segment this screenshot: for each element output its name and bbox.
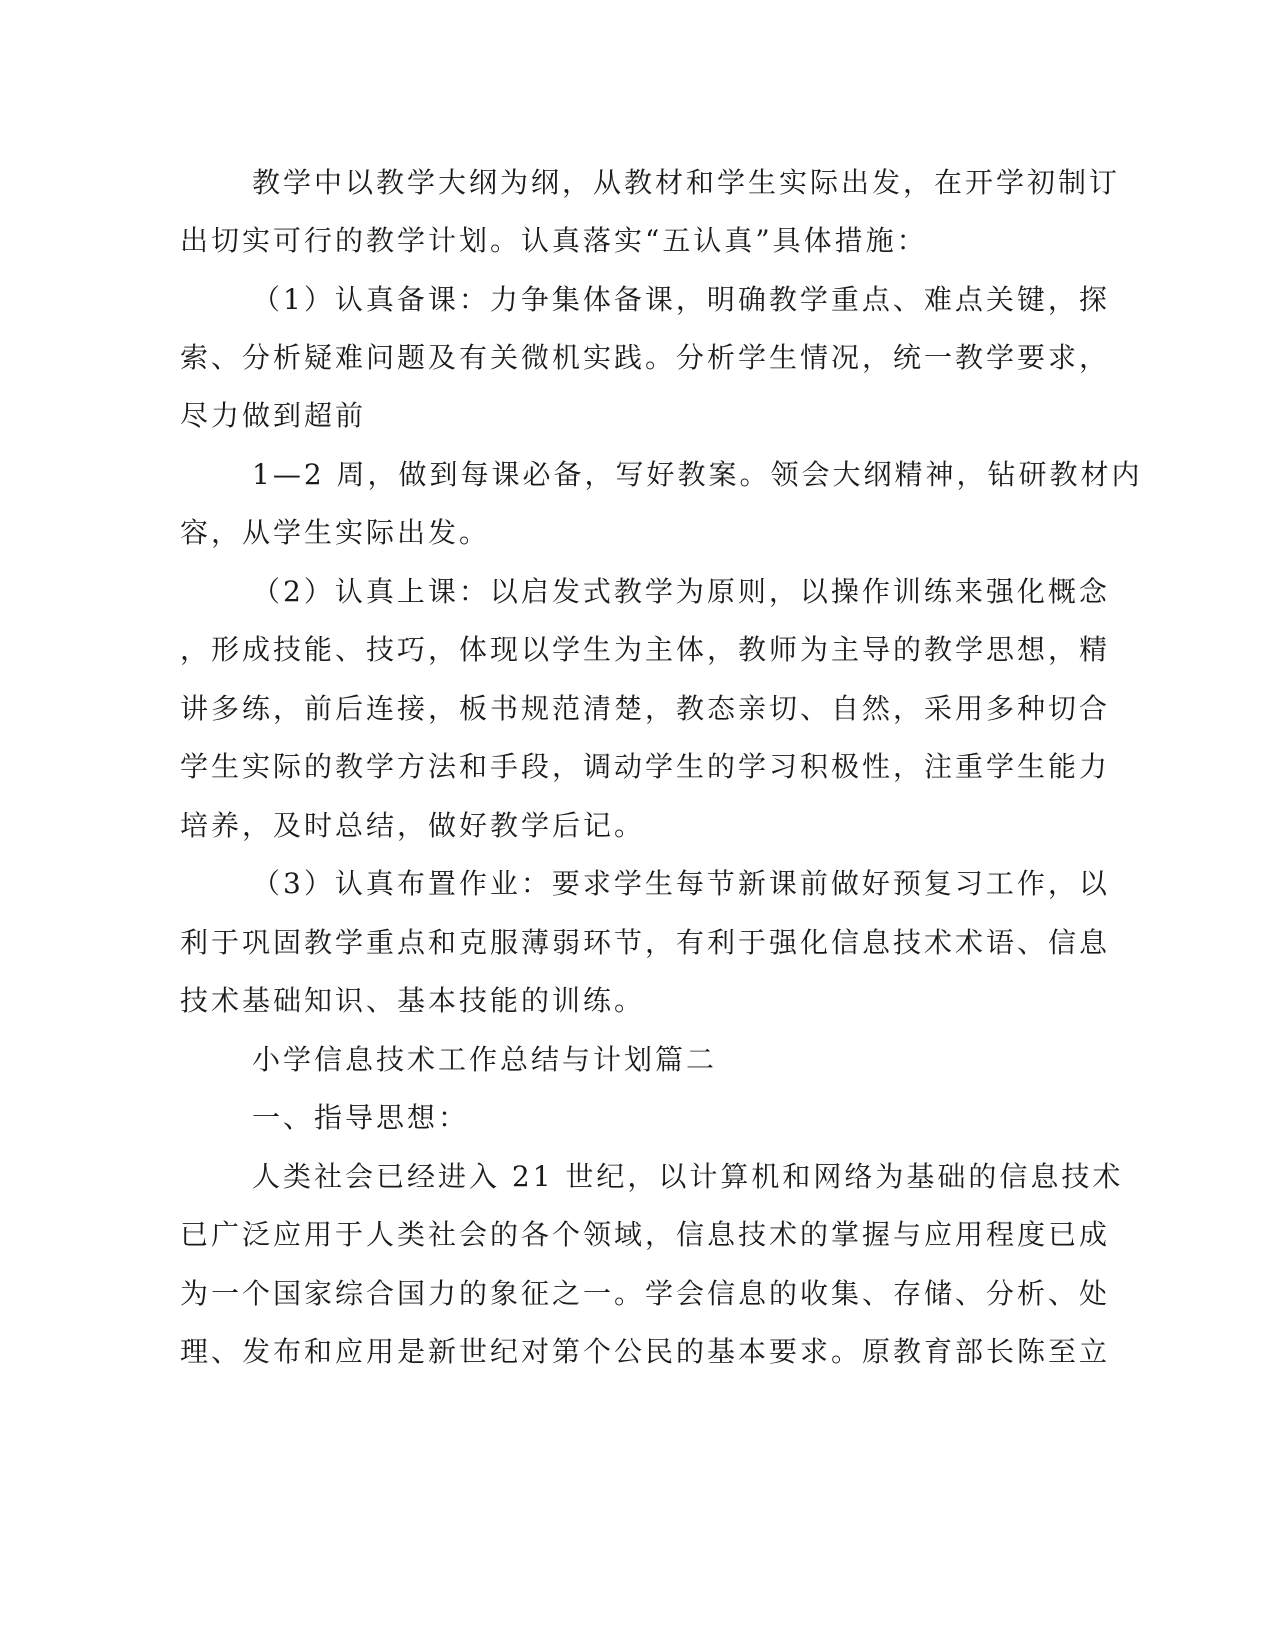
text-line: （3）认真布置作业：要求学生每节新课前做好预复习工作，以 — [252, 867, 1110, 900]
text-line: 索、分析疑难问题及有关微机实践。分析学生情况，统一教学要求， — [180, 341, 1111, 374]
text-line: 为一个国家综合国力的象征之一。学会信息的收集、存储、分析、处 — [180, 1277, 1111, 1310]
text-line: 利于巩固教学重点和克服薄弱环节，有利于强化信息技术术语、信息 — [180, 926, 1111, 959]
text-line: 人类社会已经进入 21 世纪，以计算机和网络为基础的信息技术 — [252, 1160, 1124, 1193]
text-line: 尽力做到超前 — [180, 399, 367, 432]
subsection-heading: 一、指导思想： — [252, 1101, 470, 1134]
text-line: 已广泛应用于人类社会的各个领域，信息技术的掌握与应用程度已成 — [180, 1218, 1111, 1251]
section-heading: 小学信息技术工作总结与计划篇二 — [252, 1043, 718, 1076]
text-line: 培养，及时总结，做好教学后记。 — [180, 809, 646, 842]
text-line: 技术基础知识、基本技能的训练。 — [180, 984, 646, 1017]
text-line: 容，从学生实际出发。 — [180, 516, 491, 549]
text-line: 出切实可行的教学计划。认真落实“五认真”具体措施： — [180, 224, 928, 257]
text-line: 教学中以教学大纲为纲，从教材和学生实际出发，在开学初制订 — [252, 166, 1121, 199]
text-line: （1）认真备课：力争集体备课，明确教学重点、难点关键，探 — [252, 283, 1110, 316]
text-line: 理、发布和应用是新世纪对第个公民的基本要求。原教育部长陈至立 — [180, 1335, 1111, 1368]
text-line: 讲多练，前后连接，板书规范清楚，教态亲切、自然，采用多种切合 — [180, 692, 1111, 725]
text-line: 学生实际的教学方法和手段，调动学生的学习积极性，注重学生能力 — [180, 750, 1111, 783]
text-line: ，形成技能、技巧，体现以学生为主体，教师为主导的教学思想，精 — [180, 633, 1111, 666]
text-line: （2）认真上课：以启发式教学为原则，以操作训练来强化概念 — [252, 575, 1110, 608]
text-line: 1—2 周，做到每课必备，写好教案。领会大纲精神，钻研教材内 — [252, 458, 1143, 491]
